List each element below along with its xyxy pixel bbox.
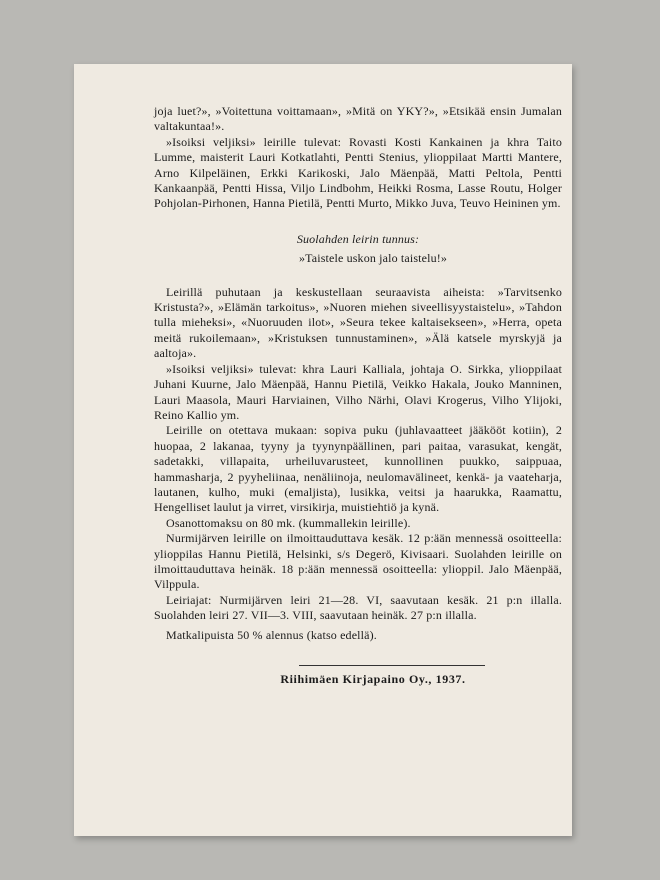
paragraph-discussion-topics: Leirillä puhutaan ja keskustellaan seuraavista aiheista: »Tarvitsenko Kristusta?», »Elämän tarkoitus», »Nuoren miehen siveellisyystaistelu», »Tahdon tulla mieheksi», «Nuoruuden ilot», »Seura tekee kaltaisekseen», »Herra, opeta meitä rukoilemaan», »Kristuksen tunnustaminen», »Älä katsele myrskyjä ja aaltoja». xyxy=(154,284,562,361)
paragraph-big-brothers-nurmijarvi: »Isoiksi veljiksi» leirille tulevat: Rovasti Kosti Kankainen ja khra Taito Lumme, maisterit Lauri Kotkatlahti, Pentti Stenius, ylioppilaat Martti Mantere, Arno Kilpeläinen, Erkki Karikoski, Jalo Mäenpää, Matti Peltola, Pentti Kankaanpää, Pentti Hissa, Viljo Lindbohm, Heikki Rosma, Lasse Routu, Holger Pohjolan-Pirhonen, Hanna Pietilä, Pentti Murto, Mikko Juva, Teuvo Heininen ym. xyxy=(154,134,562,211)
paragraph-camp-dates: Leiriajat: Nurmijärven leiri 21—28. VI, saavutaan kesäk. 21 p:n illalla. Suolahden leiri 27. VII—3. VIII, saavutaan heinäk. 27 p:n illalla. xyxy=(154,592,562,623)
paragraph-topics-end: joja luet?», »Voitettuna voittamaan», »Mitä on YKY?», »Etsikää ensin Jumalan valtakuntaa!». xyxy=(154,104,562,134)
document-text xyxy=(154,104,562,687)
paragraph-packing-list: Leirille on otettava mukaan: sopiva puku (juhlavaatteet jääkööt kotiin), 2 huopaa, 2 lakanaa, tyyny ja tyynynpäällinen, pari paitaa, varasukat, kengät, sadetakki, villapaita, urheiluvarusteet, kunnollinen puukko, saippuaa, hammasharja, 2 pyyheliinaa, nenäliinoja, neulomavälineet, kenkä- ja vaateharja, lautanen, kulho, muki (emaljista), lusikka, veitsi ja haarukka, Raamattu, Hengelliset laulut ja virret, virsikirja, muistiehtiö ja kynä. xyxy=(154,423,562,515)
paragraph-travel-discount: Matkalipuista 50 % alennus (katso edellä). xyxy=(166,627,377,642)
paragraph-big-brothers-suolahti: »Isoiksi veljiksi» tulevat: khra Lauri Kalliala, johtaja O. Sirkka, ylioppilaat Juhani Kuurne, Jalo Mäenpää, Hannu Pietilä, Veikko Hakala, Jouko Manninen, Lauri Maasola, Mauri Harviainen, Vilho Närhi, Olavi Krogerus, Vilho Ylijoki, Reino Kallio ym. xyxy=(154,361,562,422)
paragraph-registration: Nurmijärven leirille on ilmoittauduttava kesäk. 12 p:ään mennessä osoitteella: ylioppilas Hannu Pietilä, Helsinki, s/s Degerö, Kivisaari. Suolahden leirille on ilmoittauduttava heinäk. 18 p:ään mennessä osoitteella: ylioppil. Jalo Mäenpää, Vilppula. xyxy=(154,531,562,592)
camp-motto: »Taistele uskon jalo taistelu!» xyxy=(298,251,448,266)
divider-rule xyxy=(299,665,485,666)
paragraph-fee: Osanottomaksu on 80 mk. (kummallekin leirille). xyxy=(166,515,411,530)
printer-imprint: Riihimäen Kirjapaino Oy., 1937. xyxy=(280,672,466,686)
printed-page xyxy=(74,64,572,836)
camp-motto-heading: Suolahden leirin tunnus: xyxy=(296,231,420,246)
